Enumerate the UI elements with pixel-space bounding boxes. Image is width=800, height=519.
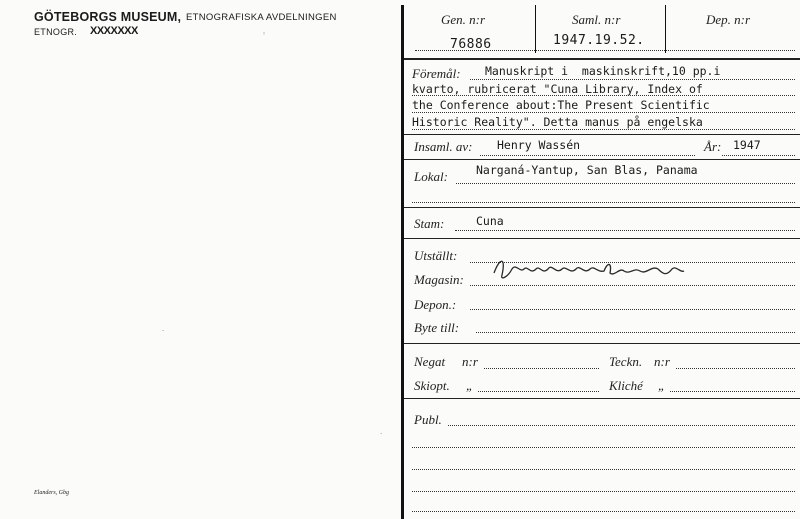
dotted-line <box>415 50 795 51</box>
etnogr-label: ETNOGR. <box>34 27 78 37</box>
printer-mark: Elanders, Gbg <box>34 490 69 496</box>
dotted-line <box>722 155 795 156</box>
teckn-label: Teckn. <box>609 354 643 369</box>
speck-mark: · <box>380 430 383 438</box>
dotted-line <box>412 129 795 130</box>
dotted-line <box>455 230 795 231</box>
column-separator <box>665 5 666 53</box>
section-rule <box>404 159 800 160</box>
saml-nr-label: Saml. n:r <box>572 12 621 27</box>
lokal-label: Lokal: <box>414 169 448 184</box>
handwritten-magasin-value <box>490 251 690 283</box>
depon-label: Depon.: <box>414 297 457 312</box>
kliche-label: Kliché <box>609 378 643 393</box>
column-separator <box>535 5 536 53</box>
stam-value: Cuna <box>476 214 504 228</box>
negat-nr-label: n:r <box>462 354 478 369</box>
ar-value: 1947 <box>733 138 761 152</box>
stam-label: Stam: <box>414 216 445 231</box>
lokal-value: Narganá-Yantup, San Blas, Panama <box>476 163 698 177</box>
department-name: ETNOGRAFISKA AVDELNINGEN <box>186 12 337 23</box>
foremal-label: Föremål: <box>412 66 461 81</box>
section-rule <box>404 207 800 208</box>
foremal-line-3: the Conference about:The Present Scientific <box>412 98 710 112</box>
section-rule <box>404 134 800 135</box>
skiopt-label: Skiopt. <box>414 378 450 393</box>
dotted-line <box>412 469 795 470</box>
dotted-line <box>670 391 795 392</box>
foremal-line-1: Manuskript i maskinskrift,10 pp.i <box>485 64 721 78</box>
dotted-line <box>676 368 795 369</box>
section-rule <box>404 343 800 344</box>
publ-label: Publ. <box>414 412 442 427</box>
section-rule <box>404 58 800 60</box>
teckn-nr-label: n:r <box>654 354 670 369</box>
magasin-label: Magasin: <box>414 272 464 287</box>
speck-mark: · <box>162 327 165 335</box>
dotted-line <box>480 155 695 156</box>
dep-nr-label: Dep. n:r <box>706 12 751 27</box>
dotted-line <box>412 491 795 492</box>
skiopt-ditto: „ <box>466 378 474 393</box>
dotted-line <box>476 332 795 333</box>
insaml-value: Henry Wassén <box>497 138 581 152</box>
insaml-label: Insaml. av: <box>414 139 473 154</box>
dotted-line <box>412 202 795 203</box>
dotted-line <box>448 425 795 426</box>
byte-till-label: Byte till: <box>414 320 460 335</box>
struck-out-text: XXXXXXX <box>90 25 138 37</box>
foremal-line-4: Historic Reality". Detta manus på engelska <box>412 115 703 129</box>
gen-nr-value: 76886 <box>450 37 492 52</box>
dotted-line <box>412 447 795 448</box>
dotted-line <box>470 79 795 80</box>
dotted-line <box>470 309 795 310</box>
dotted-line <box>412 511 795 512</box>
dotted-line <box>478 391 599 392</box>
dotted-line <box>470 285 795 286</box>
dotted-line <box>456 183 795 184</box>
negat-label: Negat <box>414 354 446 369</box>
dotted-line <box>484 368 599 369</box>
section-rule <box>404 238 800 239</box>
dotted-line <box>412 112 795 113</box>
card-divider <box>401 5 404 519</box>
gen-nr-label: Gen. n:r <box>441 12 486 27</box>
section-rule <box>404 398 800 399</box>
utstallt-label: Utställt: <box>414 248 458 263</box>
speck-mark: ◦ <box>262 30 267 38</box>
foremal-line-2: kvarto, rubricerat "Cuna Library, Index of <box>412 82 703 96</box>
kliche-ditto: „ <box>658 378 666 393</box>
dotted-line <box>412 95 795 96</box>
ar-label: År: <box>704 139 722 154</box>
saml-nr-value: 1947.19.52. <box>553 33 645 48</box>
museum-name: GÖTEBORGS MUSEUM, <box>34 10 182 24</box>
